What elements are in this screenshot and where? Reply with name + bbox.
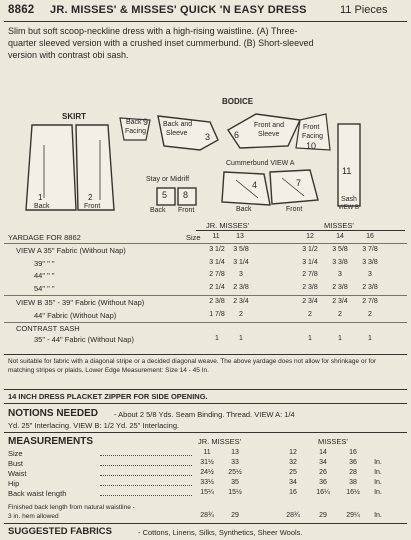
measurement-misses-cell: 34	[319, 459, 327, 466]
yardage-jr-cell: 2 3/8	[209, 298, 225, 305]
yardage-misses-cell: 2	[338, 311, 342, 318]
finished-length-label-1: Finished back length from natural waistline -	[8, 504, 135, 511]
piece-2-name: Front	[84, 203, 101, 210]
piece-8-number: 8	[183, 190, 189, 200]
yardage-jr-cell: 3	[239, 271, 243, 278]
piece-count: 11 Pieces	[340, 4, 388, 16]
pattern-number: 8862	[8, 4, 35, 16]
measurement-jr-cell: 35	[231, 479, 239, 486]
piece-9-name-1: Back	[126, 119, 142, 126]
measurement-leader-dots	[100, 475, 192, 476]
measurement-label: Hip	[8, 479, 20, 488]
piece-5-number: 5	[162, 190, 168, 200]
yardage-jr-heading: JR. MISSES'	[206, 221, 250, 230]
measurement-misses-cell: 14	[319, 449, 327, 456]
yardage-row-label: VIEW B 35" - 39" Fabric (Without Nap)	[16, 298, 145, 307]
yardage-jr-cell: 3 5/8	[233, 246, 249, 253]
notions-title: NOTIONS NEEDED	[8, 408, 99, 419]
yardage-misses-cell: 3 1/2	[302, 246, 318, 253]
measurement-leader-dots	[100, 485, 192, 486]
yardage-misses-cell: 3 5/8	[332, 246, 348, 253]
measurement-jr-cell: 24½	[200, 469, 214, 476]
yardage-misses-size: 14	[336, 233, 344, 240]
suggested-rule	[4, 523, 407, 524]
yardage-misses-cell: 1	[368, 335, 372, 342]
yardage-bottom-rule	[4, 354, 407, 355]
piece-7-number: 7	[296, 178, 302, 188]
measurement-jr-cell: 33	[231, 459, 239, 466]
finished-length-label-2: 3 in. hem allowed	[8, 513, 59, 520]
yardage-jr-cell: 3 1/4	[209, 259, 225, 266]
yardage-jr-cell: 2 1/4	[209, 284, 225, 291]
pattern-title: JR. MISSES' & MISSES' QUICK 'N EASY DRESS	[50, 4, 307, 16]
finished-misses-value: 29¼	[346, 512, 360, 519]
yardage-jr-size: 11	[212, 233, 220, 240]
measurement-unit: In.	[374, 489, 382, 496]
yardage-misses-cell: 3 1/4	[302, 259, 318, 266]
cummerbund-front-piece	[270, 170, 318, 204]
finished-misses-value: 28¾	[286, 512, 300, 519]
measurement-misses-cell: 28	[349, 469, 357, 476]
measurements-jr-heading: JR. MISSES'	[198, 437, 242, 446]
yardage-misses-cell: 2	[308, 311, 312, 318]
description-line-2: quarter sleeved version with a crushed inset cummerbund. (B) Short-sleeved	[8, 38, 314, 48]
measurement-misses-cell: 26	[319, 469, 327, 476]
yardage-misses-cell: 2 7/8	[362, 298, 378, 305]
piece-6-number: 6	[234, 130, 240, 140]
stay-label: Stay or Midriff	[146, 176, 190, 183]
suggested-text: - Cottons, Linens, Silks, Synthetics, Sheer Wools.	[138, 528, 303, 537]
piece-2-number: 2	[88, 193, 93, 202]
yardage-row-label: CONTRAST SASH	[16, 324, 80, 333]
yardage-misses-cell: 2	[368, 311, 372, 318]
measurement-unit: In.	[374, 479, 382, 486]
piece-10-name-2: Facing	[302, 133, 324, 140]
measurement-jr-cell: 15½	[228, 489, 242, 496]
yardage-row-label: 44" Fabric (Without Nap)	[34, 311, 117, 320]
sash-piece	[338, 124, 360, 206]
piece-11-number: 11	[342, 166, 352, 176]
yardage-row-rule	[4, 295, 407, 296]
yardage-jr-cell: 2 3/8	[233, 284, 249, 291]
skirt-back-piece	[26, 125, 76, 210]
zipper-note: 14 INCH DRESS PLACKET ZIPPER FOR SIDE OPENING.	[8, 392, 208, 401]
yardage-jr-cell: 2 3/4	[233, 298, 249, 305]
finished-unit: In.	[374, 512, 382, 519]
measurement-jr-cell: 25½	[228, 469, 242, 476]
description-line-3: version with contrast obi sash.	[8, 50, 129, 60]
piece-10-number: 10	[306, 141, 317, 151]
yardage-jr-cell: 1	[215, 335, 219, 342]
yardage-jr-cell: 3 1/2	[209, 246, 225, 253]
yardage-misses-cell: 3 7/8	[362, 246, 378, 253]
piece-10-name-1: Front	[303, 124, 320, 131]
piece-3-name-1: Back and	[163, 121, 193, 128]
measurement-unit: In.	[374, 459, 382, 466]
measurement-jr-cell: 15¼	[200, 489, 214, 496]
skirt-front-piece	[76, 125, 114, 210]
yardage-misses-cell: 3 3/8	[362, 259, 378, 266]
zipper-top-rule	[4, 389, 407, 390]
measurement-label: Waist	[8, 469, 27, 478]
skirt-label: SKIRT	[62, 112, 86, 121]
piece-9-number: 9	[143, 117, 149, 127]
measurement-label: Back waist length	[8, 489, 67, 498]
measurement-misses-cell: 36	[319, 479, 327, 486]
yardage-misses-cell: 3 3/8	[332, 259, 348, 266]
measurement-misses-cell: 12	[289, 449, 297, 456]
measurement-misses-cell: 34	[289, 479, 297, 486]
measurement-jr-cell: 11	[203, 449, 211, 456]
notions-text-2: Yd. 25" Interlacing. VIEW B: 1/2 Yd. 25" Interlacing.	[8, 421, 180, 430]
piece-8-name: Front	[178, 207, 195, 214]
notions-text-1: - About 2 5/8 Yds. Seam Binding. Thread. VIEW A: 1/4	[114, 410, 295, 419]
yardage-jr-cell: 2 7/8	[209, 271, 225, 278]
yardage-misses-cell: 2 3/8	[332, 284, 348, 291]
yardage-misses-cell: 2 7/8	[302, 271, 318, 278]
finished-jr-value: 28¾	[200, 512, 214, 519]
measurement-misses-cell: 32	[289, 459, 297, 466]
yardage-row-rule	[4, 322, 407, 323]
yardage-jr-cell: 1 7/8	[209, 311, 225, 318]
yardage-misses-cell: 2 3/4	[332, 298, 348, 305]
measurement-jr-cell: 33½	[200, 479, 214, 486]
measurements-title: MEASUREMENTS	[8, 436, 94, 447]
yardage-misses-cell: 1	[338, 335, 342, 342]
zipper-bottom-rule	[4, 403, 407, 404]
yardage-row-label: 54" " "	[34, 284, 55, 293]
measurement-misses-cell: 38	[349, 479, 357, 486]
measurement-unit: In.	[374, 469, 382, 476]
measurement-leader-dots	[100, 495, 192, 496]
yardage-row-label: 39" " "	[34, 259, 55, 268]
yardage-misses-cell: 3	[368, 271, 372, 278]
piece-9-name-2: Facing	[125, 128, 147, 135]
measurement-misses-cell: 16	[289, 489, 297, 496]
yardage-misses-cell: 2 3/4	[302, 298, 318, 305]
yardage-top-rule	[196, 230, 405, 231]
piece-6-name-1: Front and	[254, 122, 284, 129]
measurements-misses-heading: MISSES'	[318, 437, 348, 446]
measurement-label: Size	[8, 449, 23, 458]
description-line-1: Slim but soft scoop-neckline dress with a high-rising waistline. (A) Three-	[8, 26, 298, 36]
yardage-note: Not suitable for fabric with a diagonal stripe or a decided diagonal weave. The above yardage does not allow for shrinkage or for matching stripes or plaids. Lower Edge Measurement: Size 14 - 45 In.	[8, 358, 377, 374]
yardage-misses-size: 16	[366, 233, 374, 240]
measurement-leader-dots	[100, 455, 192, 456]
measurement-misses-cell: 36	[349, 459, 357, 466]
measurement-jr-cell: 31½	[200, 459, 214, 466]
yardage-row-rule	[4, 243, 407, 244]
finished-misses-value: 29	[319, 512, 327, 519]
yardage-misses-heading: MISSES'	[324, 221, 354, 230]
cummerbund-label: Cummerbund VIEW A	[226, 160, 295, 167]
measurement-misses-cell: 16	[349, 449, 357, 456]
piece-6-name-2: Sleeve	[258, 131, 280, 138]
piece-4-name: Back	[236, 206, 252, 213]
yardage-row-label: VIEW A 35" Fabric (Without Nap)	[16, 246, 126, 255]
piece-5-name: Back	[150, 207, 166, 214]
yardage-misses-cell: 2 3/8	[302, 284, 318, 291]
yardage-misses-size: 12	[306, 233, 314, 240]
piece-1-name: Back	[34, 203, 50, 210]
yardage-size-label: Size	[186, 233, 201, 242]
measurement-misses-cell: 16½	[346, 489, 360, 496]
sash-label-1: Sash	[341, 196, 357, 203]
finished-jr-value: 29	[231, 512, 239, 519]
piece-1-number: 1	[38, 193, 43, 202]
measurement-label: Bust	[8, 459, 24, 468]
measurement-jr-cell: 13	[231, 449, 239, 456]
yardage-jr-cell: 1	[239, 335, 243, 342]
yardage-row-label: 35" - 44" Fabric (Without Nap)	[34, 335, 134, 344]
bodice-label: BODICE	[222, 97, 254, 106]
yardage-row-label: 44" " "	[34, 271, 55, 280]
measurement-leader-dots	[100, 465, 192, 466]
yardage-jr-cell: 3 1/4	[233, 259, 249, 266]
notions-rule	[4, 432, 407, 433]
piece-3-name-2: Sleeve	[166, 130, 188, 137]
yardage-jr-size: 13	[236, 233, 244, 240]
yardage-title: YARDAGE FOR 8862	[8, 233, 81, 242]
piece-4-number: 4	[252, 180, 258, 190]
yardage-misses-cell: 2 3/8	[362, 284, 378, 291]
piece-7-name: Front	[286, 206, 303, 213]
yardage-misses-cell: 1	[308, 335, 312, 342]
measurement-misses-cell: 16¼	[316, 489, 330, 496]
piece-3-number: 3	[205, 132, 211, 142]
sash-label-2: VIEW B	[338, 205, 360, 211]
suggested-title: SUGGESTED FABRICS	[8, 526, 112, 537]
yardage-jr-cell: 2	[239, 311, 243, 318]
measurement-misses-cell: 25	[289, 469, 297, 476]
yardage-misses-cell: 3	[338, 271, 342, 278]
